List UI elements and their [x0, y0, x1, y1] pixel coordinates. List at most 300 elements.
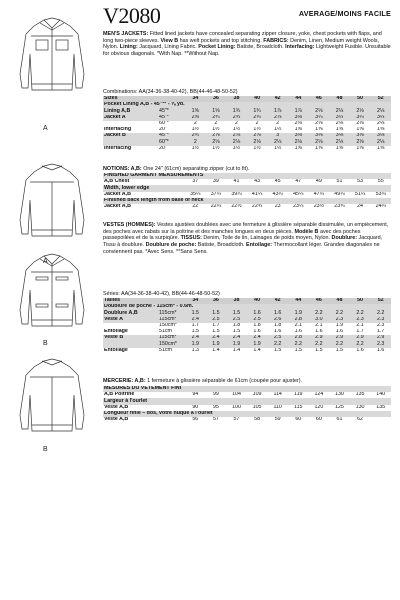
table-cell: 2⅛: [350, 108, 371, 114]
table-cell: 2¾: [226, 115, 247, 121]
table-cell: 1.9: [185, 341, 206, 347]
fr-interfacing-label: Entoilage:: [246, 242, 273, 249]
table-cell: 2⅞: [206, 133, 227, 139]
row-width: 60"*: [159, 120, 169, 127]
size-header-cell: 42: [267, 96, 288, 102]
table-cell: 2: [185, 139, 206, 145]
table-cell: 3¼: [309, 115, 330, 121]
table-cell: 94: [192, 392, 199, 398]
table-cell: 1.9: [247, 341, 268, 347]
table-cell: 1.6: [294, 328, 302, 335]
table-cell: 2⅛: [335, 120, 344, 127]
table-cell: 57: [233, 416, 240, 423]
en-combinations: Combinations: AA(34-36-38-40-42), BB(44-46-48-50-52): [103, 89, 238, 95]
size-header-cell: 36: [206, 298, 227, 304]
table-cell: 3¼: [329, 115, 350, 121]
table-cell: 1.5: [315, 347, 323, 353]
table-cell: 1.5: [335, 347, 344, 353]
table-cell: 23¾: [334, 203, 345, 210]
table-cell: 2.9: [350, 335, 371, 341]
table-cell: 55: [377, 179, 384, 185]
jacket-a-back-sketch: [14, 160, 90, 242]
en-pocket-label: Pocket Lining:: [198, 44, 236, 51]
technical-drawings: [0, 0, 102, 600]
table-cell: 125: [335, 404, 344, 410]
table-cell: 1⅝: [206, 108, 227, 114]
table-cell: 135: [355, 392, 365, 398]
table-cell: 1⅝: [356, 126, 364, 133]
fr-lining: Jacquard, Tissu à doublure.: [103, 235, 383, 249]
table-cell: 39¼: [231, 191, 242, 197]
table-cell: 110: [273, 404, 282, 410]
view-label-a-back: A: [43, 258, 48, 265]
jacket-b-back-sketch: [14, 355, 90, 437]
en-fabrics: Denim, Linen, Medium weight Wools, Nylon.: [103, 37, 380, 51]
table-cell: 2.2: [329, 341, 350, 347]
table-cell: 2.9: [309, 335, 330, 341]
table-cell: 2⅛: [288, 139, 309, 145]
table-cell: 3⅛: [370, 133, 391, 139]
table-cell: 61: [336, 416, 343, 423]
table-cell: 3⅛: [288, 115, 309, 121]
fr-fabrics-label: TISSUS:: [180, 235, 202, 242]
table-cell: 1.7: [376, 328, 385, 335]
table-cell: 1½: [232, 126, 241, 133]
section-label: Width, lower edge: [103, 185, 391, 191]
table-cell: 22¾: [251, 203, 263, 210]
en-fabrics-label: FABRICS:: [263, 37, 289, 44]
size-header-cell: 42: [267, 298, 288, 304]
table-cell: 1½: [273, 126, 282, 133]
en-interfacing-label: Interfacing:: [285, 44, 315, 51]
difficulty-level: AVERAGE/MOINS FACILE: [298, 9, 391, 18]
row-label: Veste A: [103, 317, 159, 323]
table-cell: 62: [357, 416, 363, 423]
table-cell: 120: [314, 404, 324, 410]
table-cell: 2.1: [294, 322, 302, 329]
size-header-cell: 34: [185, 298, 206, 304]
table-cell: 2.9: [370, 335, 391, 341]
table-cell: 1.6: [267, 310, 288, 316]
table-cell: 1.7: [356, 328, 364, 335]
table-cell: 1½: [212, 145, 220, 151]
size-header-cell: 44: [288, 298, 309, 304]
en-finished-table: [103, 173, 391, 210]
table-cell: 1.9: [206, 341, 227, 347]
size-header-cell: 46: [309, 298, 330, 304]
table-cell: 3.0: [309, 317, 330, 323]
table-cell: 1⅝: [315, 145, 323, 151]
table-cell: 2⅛: [294, 120, 302, 127]
row-width: 20": [159, 126, 167, 133]
fr-fabrics: Denim, Toile de lin, Lainages de poids moyen, Nylon.: [201, 235, 332, 242]
en-notions: [103, 166, 391, 172]
french-description: [103, 222, 391, 256]
table-cell: 1.7: [212, 322, 220, 329]
table-cell: 2.1: [356, 322, 364, 329]
table-cell: 59: [274, 416, 281, 423]
table-cell: 1.3: [191, 347, 199, 353]
table-cell: 2⅛: [267, 139, 288, 145]
table-cell: 1½: [191, 145, 199, 151]
row-label: Veste A,B: [104, 416, 129, 423]
table-cell: 47¼: [313, 191, 325, 197]
fr-lining-label: Doublure:: [331, 235, 357, 242]
size-header-cell: 52: [370, 96, 391, 102]
table-cell: 1.8: [232, 322, 241, 329]
table-cell: 1⅝: [335, 126, 344, 133]
table-cell: 3⅛: [350, 133, 371, 139]
row-width: 115cm*: [159, 335, 185, 341]
table-cell: 22¼: [210, 203, 222, 210]
table-cell: 135: [376, 404, 386, 410]
table-cell: 2.2: [329, 310, 350, 316]
table-cell: 1⅝: [294, 126, 302, 133]
english-description: [103, 31, 391, 58]
size-header-cell: 38: [226, 298, 247, 304]
table-cell: 22½: [231, 203, 242, 210]
row-label: Jacket A,B: [104, 191, 131, 197]
table-cell: 2¾: [247, 115, 268, 121]
en-notions-label: NOTIONS: A,B:: [103, 166, 142, 172]
table-cell: 35¼: [190, 191, 201, 197]
row-width: 45"*: [159, 108, 185, 114]
fr-desc-viewb: Modèle B: [294, 228, 319, 235]
fr-pocket-label: Doublure de poche:: [145, 242, 197, 249]
table-cell: 2¾: [185, 133, 206, 139]
table-cell: 2⅛: [329, 139, 350, 145]
table-cell: 1.6: [356, 347, 364, 353]
fr-combinations: Séries: AA(34-36-38-40-42), BB(44-46-48-50-52): [103, 291, 220, 297]
table-cell: 41¼: [251, 191, 263, 197]
fr-yardage-table: [103, 298, 391, 354]
table-cell: 37: [192, 179, 199, 185]
en-notions-text: One 24" (61cm) separating zipper (cut to fit).: [141, 166, 250, 172]
table-cell: 1⅝: [356, 145, 364, 151]
row-label: Jacket A,B: [104, 203, 131, 210]
row-width: 115cm*: [159, 310, 185, 316]
size-header-cell: 44: [288, 96, 309, 102]
row-label: Interfacing: [104, 145, 132, 151]
table-cell: 2.4: [226, 335, 247, 341]
row-width: 45"*: [159, 115, 185, 121]
table-cell: 95: [212, 404, 219, 410]
table-cell: 1.5: [273, 347, 282, 353]
table-cell: 1⅞: [267, 108, 288, 114]
row-label: Lining A,B: [103, 108, 159, 114]
table-cell: 1.8: [273, 322, 282, 329]
table-cell: 104: [232, 392, 241, 398]
row-width: 45"*: [159, 133, 185, 139]
table-row: [103, 348, 391, 354]
table-cell: 2⅛: [309, 108, 330, 114]
size-header-cell: 36: [206, 96, 227, 102]
jacket-a-front-sketch: [14, 14, 90, 96]
table-cell: 2.2: [267, 341, 288, 347]
table-cell: 60: [315, 416, 322, 423]
table-cell: 2⅞: [226, 133, 247, 139]
table-cell: 41: [233, 179, 240, 185]
table-cell: 2⅞: [267, 115, 288, 121]
section-label: Pocket Lining A,B - 45"** - ⅝ yd.: [103, 102, 391, 108]
fr-notions-label: MERCERIE: A,B:: [103, 378, 146, 384]
en-interfacing: Lightweight Fusible. Unsuitable for obvious diagonals. *With Nap. **Without Nap.: [103, 44, 391, 58]
size-header-cell: 48: [329, 96, 350, 102]
table-cell: 2⅞: [247, 133, 268, 139]
table-cell: 1.6: [273, 328, 282, 335]
table-cell: 130: [355, 404, 365, 410]
row-label: Jacket B: [103, 133, 159, 139]
fr-notions-text: 1 fermeture à glissière séparable de 61cm (coupée pour ajuster).: [145, 378, 303, 384]
table-cell: 1.5: [206, 310, 227, 316]
table-cell: 39: [212, 179, 219, 185]
table-cell: 1.9: [335, 322, 344, 329]
table-cell: 2⅛: [329, 108, 350, 114]
en-pocket: Batiste, Broadcloth.: [235, 44, 286, 51]
row-label: Entoilage: [104, 328, 128, 335]
table-cell: 23¼: [293, 203, 304, 210]
section-label: Largeur à l'ourlet: [103, 398, 391, 404]
table-cell: 2.6: [267, 317, 288, 323]
table-row: [103, 417, 391, 423]
table-cell: 1½: [253, 145, 261, 151]
table-cell: 2.8: [288, 335, 309, 341]
table-cell: 2.5: [267, 335, 288, 341]
size-header-cell: 48: [329, 298, 350, 304]
en-lining-label: Lining:: [119, 44, 138, 51]
en-desc-viewb: View B: [160, 37, 179, 44]
table-cell: 140: [376, 392, 386, 398]
en-desc-title: MEN'S JACKETS:: [103, 31, 149, 37]
table-cell: 1⅝: [185, 108, 206, 114]
table-row: [103, 204, 391, 210]
row-width: 20": [159, 145, 167, 151]
section-label: Longueur finie – dos, votre nuque à l'ourlet: [103, 411, 391, 417]
table-cell: 1⅝: [335, 145, 344, 151]
table-cell: 124: [314, 392, 324, 398]
table-cell: 49¼: [334, 191, 345, 197]
table-cell: 51: [336, 179, 343, 185]
table-cell: 2.5: [226, 317, 247, 323]
table-cell: 1½: [191, 126, 199, 133]
table-cell: 2.3: [350, 317, 371, 323]
table-cell: 1.5: [232, 328, 241, 335]
row-label: Veste A,B: [104, 404, 129, 410]
en-lining: Jacquard, Lining Fabric.: [137, 44, 199, 51]
table-cell: 2: [235, 120, 238, 127]
header: [103, 5, 391, 27]
table-cell: 3: [267, 133, 288, 139]
table-cell: 1.8: [253, 322, 261, 329]
table-cell: 2: [214, 120, 218, 127]
table-cell: 45¼: [293, 191, 304, 197]
table-cell: 119: [294, 392, 303, 398]
table-cell: 2⅛: [376, 120, 385, 127]
row-label: Interfacing: [104, 126, 132, 133]
pattern-code: V2080: [103, 3, 161, 28]
table-cell: 1.6: [376, 347, 385, 353]
table-cell: 2⅛: [206, 139, 227, 145]
table-cell: 99: [212, 392, 219, 398]
table-cell: 23½: [313, 203, 325, 210]
table-cell: 23: [274, 203, 281, 210]
table-cell: 2¾: [206, 115, 227, 121]
table-cell: 58: [254, 416, 261, 423]
table-cell: 2⅝: [185, 115, 206, 121]
table-cell: 114: [273, 392, 282, 398]
size-header-cell: 52: [370, 298, 391, 304]
row-width: [159, 417, 185, 423]
table-cell: 100: [232, 404, 241, 410]
row-label: Doublure A,B: [103, 310, 159, 316]
fr-desc-1: Vestes ajustées doublées avec une fermeture à glissière séparable dissimulée, un empiècement, des poches avec rabats sur la poitrine et des manches longues en deux pièces.: [103, 222, 389, 235]
table-cell: 109: [252, 392, 262, 398]
table-cell: 1½: [253, 126, 261, 133]
table-cell: 45: [274, 179, 281, 185]
table-cell: 1.5: [191, 328, 199, 335]
table-cell: 51¼: [354, 191, 366, 197]
view-label-b-front: B: [43, 340, 48, 347]
table-cell: 1¾: [226, 108, 247, 114]
table-cell: 1.4: [253, 347, 261, 353]
table-cell: 2.3: [370, 317, 391, 323]
table-cell: 2.4: [185, 317, 206, 323]
table-cell: 3⅛: [309, 133, 330, 139]
table-cell: 24¼: [375, 203, 386, 210]
table-cell: 43¼: [272, 191, 283, 197]
en-finished-title: FINISHED GARMENT MEASUREMENTS: [103, 173, 391, 179]
fr-desc-2: avec des poches passepoilées et de la surpiqûre.: [103, 228, 361, 242]
en-desc-2: has welt pockets and top stitching.: [178, 37, 264, 44]
table-cell: 2.4: [185, 335, 206, 341]
size-header-cell: 50: [350, 298, 371, 304]
table-cell: 2.2: [309, 341, 330, 347]
table-cell: 2⅛: [370, 139, 391, 145]
row-width: 150cm*: [159, 341, 185, 347]
table-cell: 56: [192, 416, 199, 423]
table-cell: 2⅛: [356, 120, 364, 127]
table-cell: 2.3: [329, 317, 350, 323]
table-cell: 105: [252, 404, 262, 410]
table-cell: 2⅛: [226, 139, 247, 145]
table-cell: 1.5: [185, 310, 206, 316]
table-cell: 1.9: [226, 341, 247, 347]
table-cell: 90: [192, 404, 199, 410]
table-cell: 2.2: [288, 341, 309, 347]
fr-pocket: Batiste, Broadcloth.: [196, 242, 247, 249]
view-label-a-front: A: [43, 125, 48, 132]
table-row: [103, 146, 391, 152]
en-yardage-table: [103, 96, 391, 152]
table-cell: 2.2: [350, 310, 371, 316]
size-header-cell: 50: [350, 96, 371, 102]
table-cell: 24: [357, 203, 363, 210]
table-cell: 1⅞: [288, 108, 309, 114]
table-cell: 47: [295, 179, 302, 185]
table-cell: 1½: [232, 145, 241, 151]
size-header-cell: 40: [247, 96, 268, 102]
table-cell: 2.2: [350, 341, 371, 347]
table-cell: 2: [255, 120, 259, 127]
row-width: 51cm: [159, 328, 172, 335]
size-header-cell: 46: [309, 96, 330, 102]
table-cell: 2.1: [315, 322, 323, 329]
table-cell: [370, 417, 391, 423]
table-cell: 2.3: [370, 341, 391, 347]
fr-finished-table: [103, 386, 391, 423]
table-cell: 2.8: [288, 317, 309, 323]
table-cell: 1.7: [191, 322, 199, 329]
table-cell: 2: [276, 120, 280, 127]
table-cell: 115: [294, 404, 303, 410]
table-cell: 1.6: [247, 310, 268, 316]
table-cell: 2⅛: [309, 139, 330, 145]
table-cell: 37¼: [210, 191, 222, 197]
table-cell: 1.5: [294, 347, 302, 353]
table-cell: 1⅝: [376, 145, 385, 151]
table-cell: 53: [357, 179, 363, 185]
table-cell: 1.9: [288, 310, 309, 316]
jacket-b-front-sketch: [14, 250, 90, 332]
table-cell: 1¾: [247, 108, 268, 114]
table-cell: 2⅛: [350, 139, 371, 145]
table-cell: 130: [335, 392, 344, 398]
table-cell: 2.9: [329, 335, 350, 341]
table-cell: 22: [192, 203, 199, 210]
section-label: Finished back length from base of neck: [103, 198, 391, 204]
table-cell: 3⅛: [329, 133, 350, 139]
fr-notions: [103, 378, 391, 384]
table-cell: 2⅛: [370, 108, 391, 114]
row-width: 51cm: [159, 347, 172, 353]
table-cell: 43: [254, 179, 261, 185]
fr-interfacing: Thermocollant léger. Grandes diagonales ne conviennent pas. *Avec Sens. **Sans Sens.: [103, 242, 380, 255]
table-cell: 2.2: [309, 310, 330, 316]
table-cell: 57: [212, 416, 219, 423]
view-label-b-back: B: [43, 446, 48, 453]
table-cell: 1⅝: [294, 145, 302, 151]
section-label: Doublure de poche - 115cm* - 0.6m.: [103, 304, 391, 310]
size-header-cell: 38: [226, 96, 247, 102]
table-cell: 1½: [273, 145, 282, 151]
table-cell: 2.2: [370, 310, 391, 316]
table-cell: 49: [315, 179, 322, 185]
table-cell: 2.4: [206, 335, 227, 341]
table-cell: 1.4: [232, 347, 241, 353]
row-label: A,B Poitrine: [104, 392, 135, 398]
table-cell: 3¼: [370, 115, 391, 121]
row-label: Sizes: [103, 96, 159, 102]
table-cell: 2.5: [206, 317, 227, 323]
table-cell: 1⅝: [376, 126, 385, 133]
table-cell: 1.5: [212, 328, 220, 335]
table-cell: 3⅛: [288, 133, 309, 139]
table-cell: 1.5: [226, 310, 247, 316]
table-cell: 2.3: [376, 322, 385, 329]
row-width: 115cm*: [159, 317, 185, 323]
table-cell: 2.5: [247, 317, 268, 323]
row-label: Veste B: [103, 335, 159, 341]
table-cell: 1.6: [253, 328, 261, 335]
row-label: A,B Chest: [104, 179, 130, 185]
row-width: 150cm*: [159, 322, 177, 329]
table-cell: 1½: [212, 126, 220, 133]
size-header-cell: 34: [185, 96, 206, 102]
fr-desc-title: VESTES (HOMMES):: [103, 222, 156, 228]
row-label: Entoilage: [104, 347, 128, 353]
table-cell: 1.4: [212, 347, 220, 353]
row-width: 60"*: [159, 139, 185, 145]
